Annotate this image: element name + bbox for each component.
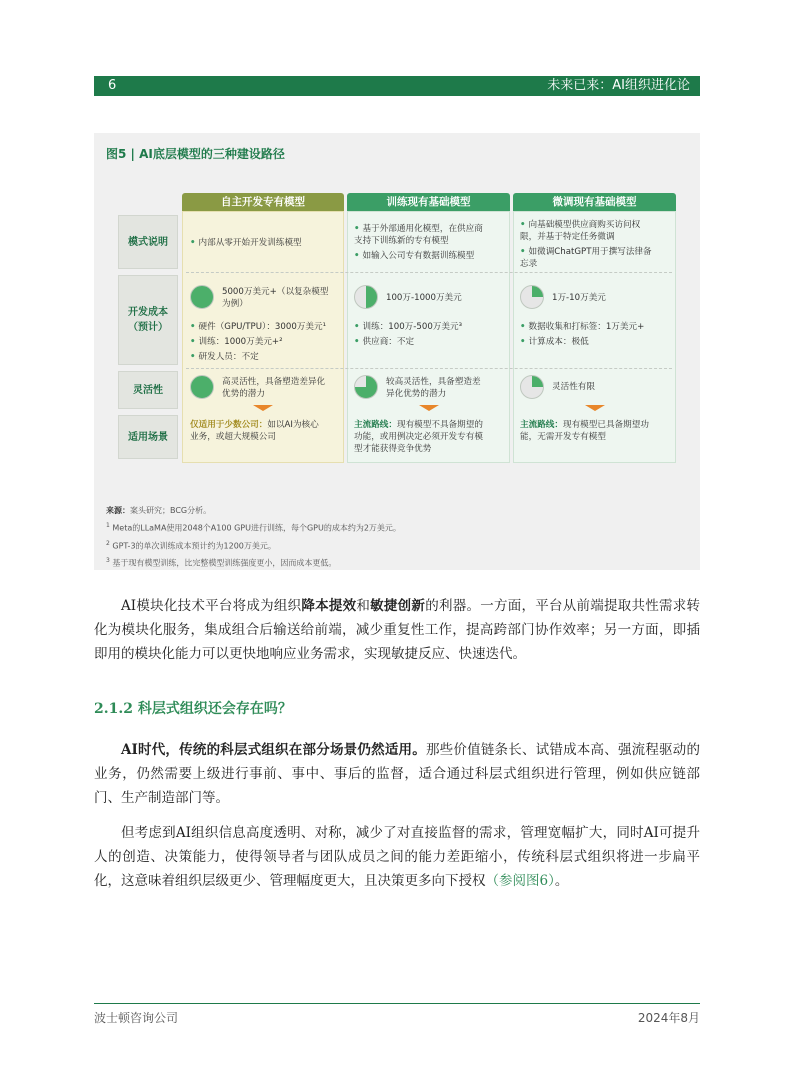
flex-own-text: 高灵活性，具备塑造差异化 优势的潜力 [222,377,326,399]
chevron-down-icon [419,405,439,411]
cost-cell-train [354,321,506,351]
p2-bold: AI时代，传统的科层式组织在部分场景仍然适用。 [121,742,426,758]
cost-pie-finetune [520,285,544,309]
p1-bold: 敏捷创新 [370,598,426,614]
flex-train-text: 较高灵活性，具备塑造差 异化优势的潜力 [386,377,481,399]
chevron-down-icon [585,405,605,411]
row-divider [186,368,672,369]
cost-train-item: • 供应商：不定 [354,336,506,348]
row-label-cost: 开发成本 （预计） [118,275,178,365]
footnote-3-text: 基于现有模型训练，比完整模型训练强度更小，因而成本更低。 [112,558,337,568]
flex-finetune-text: 灵活性有限 [552,382,595,392]
mode-own-item: • 内部从零开始开发训练模型 [190,237,340,249]
cost-cell-own [190,321,340,366]
report-title: 未来已来：AI组织进化论 [547,78,690,93]
scene-cell-own [190,419,340,443]
figure-notes [106,503,401,571]
cost-finetune-item: • 计算成本：极低 [520,336,672,348]
footnote-1-text: Meta的LLaMA使用2048个A100 GPU进行训练，每个GPU的成本约为2万美元。 [112,523,401,533]
p2-text: 那些价值链条长、试错成本高、强流程驱动的业务，仍然需要上级进行事前、事中、事后的监督，适合通过科层式组织进行管理，例如供应链部门、生产制造部门等。 [94,742,701,806]
p3-end: 。 [554,873,569,889]
cost-train-item: • 训练：100万-500万美元³ [354,321,506,333]
flex-pie-train [354,375,378,399]
scene-finetune-text: 现有模型已具备期望功 能，无需开发专有模型 [520,420,649,442]
cost-own-item: • 硬件（GPU/TPU）：3000万美元¹ [190,321,340,333]
source-label: 来源： [106,506,130,515]
row-label-flexibility: 灵活性 [118,371,178,409]
section-heading: 2.1.2 科层式组织还会存在吗？ [94,701,292,717]
footer-date: 2024年8月 [637,1011,700,1025]
chevron-down-icon [253,405,273,411]
mode-cell-finetune [520,219,672,273]
cost-train-main: 100万-1000万美元 [386,293,462,303]
row-label-mode: 模式说明 [118,215,178,269]
footer-org: 波士顿咨询公司 [94,1011,179,1025]
mode-train-item: • 基于外部通用化模型，在供应商 支持下训练新的专有模型 [354,223,506,247]
mode-cell-train [354,223,506,265]
source-text: 案头研究；BCG分析。 [130,506,212,515]
footer-divider [94,1003,700,1004]
mode-finetune-item: • 向基础模型供应商购买访问权 限，并基于特定任务微调 [520,219,672,243]
p1-text: 的利器。一方面，平台从前端提取共性需求转化为模块化服务，集成组合后输送给前端，减少重复性工作，提高跨部门协作效率；另一方面，即插即用的模块化能力可以更快地响应业务需求，实现敏捷反应、快速迭代。 [94,598,701,662]
scene-cell-train [354,419,506,455]
source-note [106,503,401,518]
figure-panel [94,133,700,570]
mode-cell-own [190,237,340,252]
row-label-scenario: 适用场景 [118,415,178,459]
footnote-2-text: GPT-3的单次训练成本预计约为1200万美元。 [112,541,276,551]
column-header-train-model: 训练现有基础模型 [347,193,510,211]
scene-own-highlight: 仅适用于少数公司： [190,420,268,430]
mode-train-item: • 如输入公司专有数据训练模型 [354,250,506,262]
scene-train-text: 现有模型不具备期望的 功能，或用例决定必须开发专有模 型才能获得竞争优势 [354,420,483,454]
cost-own-item: • 研发人员：不定 [190,351,340,363]
paragraph-flattening [94,821,700,893]
mode-finetune-item: • 如微调ChatGPT用于撰写法律备 忘录 [520,246,672,270]
p1-text: 和 [356,598,371,614]
p1-bold: 降本提效 [301,598,357,614]
header-bar [94,76,700,96]
cost-own-main: 5000万美元+（以复杂模型 为例） [222,287,329,309]
figure-6-reference-link[interactable]: （参阅图6） [485,873,555,889]
flex-pie-finetune [520,375,544,399]
cost-own-item: • 训练：1000万美元+² [190,336,340,348]
footnote-3: $^3$ 基于现有模型训练，比完整模型训练强度更小，因而成本更低。 [106,557,337,568]
paragraph-hierarchy-still-applies [94,738,700,810]
scene-finetune-highlight: 主流路线： [520,420,563,430]
p1-text: AI模块化技术平台将成为组织 [121,598,302,614]
scene-train-highlight: 主流路线： [354,420,397,430]
paragraph-modular-platform [94,594,700,666]
column-header-finetune-model: 微调现有基础模型 [513,193,676,211]
footnote-1: $^1$ Meta的LLaMA使用2048个A100 GPU进行训练，每个GPU的成本约为2万美元。 [106,522,401,533]
figure-title: 图5 | AI底层模型的三种建设路径 [106,147,285,161]
cost-pie-own [190,285,214,309]
cost-finetune-main: 1万-10万美元 [552,293,606,303]
cost-pie-train [354,285,378,309]
column-header-own-model: 自主开发专有模型 [182,193,344,211]
footnote-2: $^2$ GPT-3的单次训练成本预计约为1200万美元。 [106,539,276,551]
scene-own-text: 如以AI为核心 业务，或超大规模公司 [190,420,319,442]
flex-pie-own [190,375,214,399]
scene-cell-finetune [520,419,672,443]
page-number: 6 [108,78,117,93]
cost-finetune-item: • 数据收集和打标签：1万美元+ [520,321,672,333]
p3-text: 但考虑到AI组织信息高度透明、对称，减少了对直接监督的需求，管理宽幅扩大，同时AI可提升人的创造、决策能力，使得领导者与团队成员之间的能力差距缩小，传统科层式组织将进一步扁平化，这意味着组织层级更少、管理幅度更大，且决策更多向下授权 [94,825,700,889]
cost-cell-finetune [520,321,672,351]
